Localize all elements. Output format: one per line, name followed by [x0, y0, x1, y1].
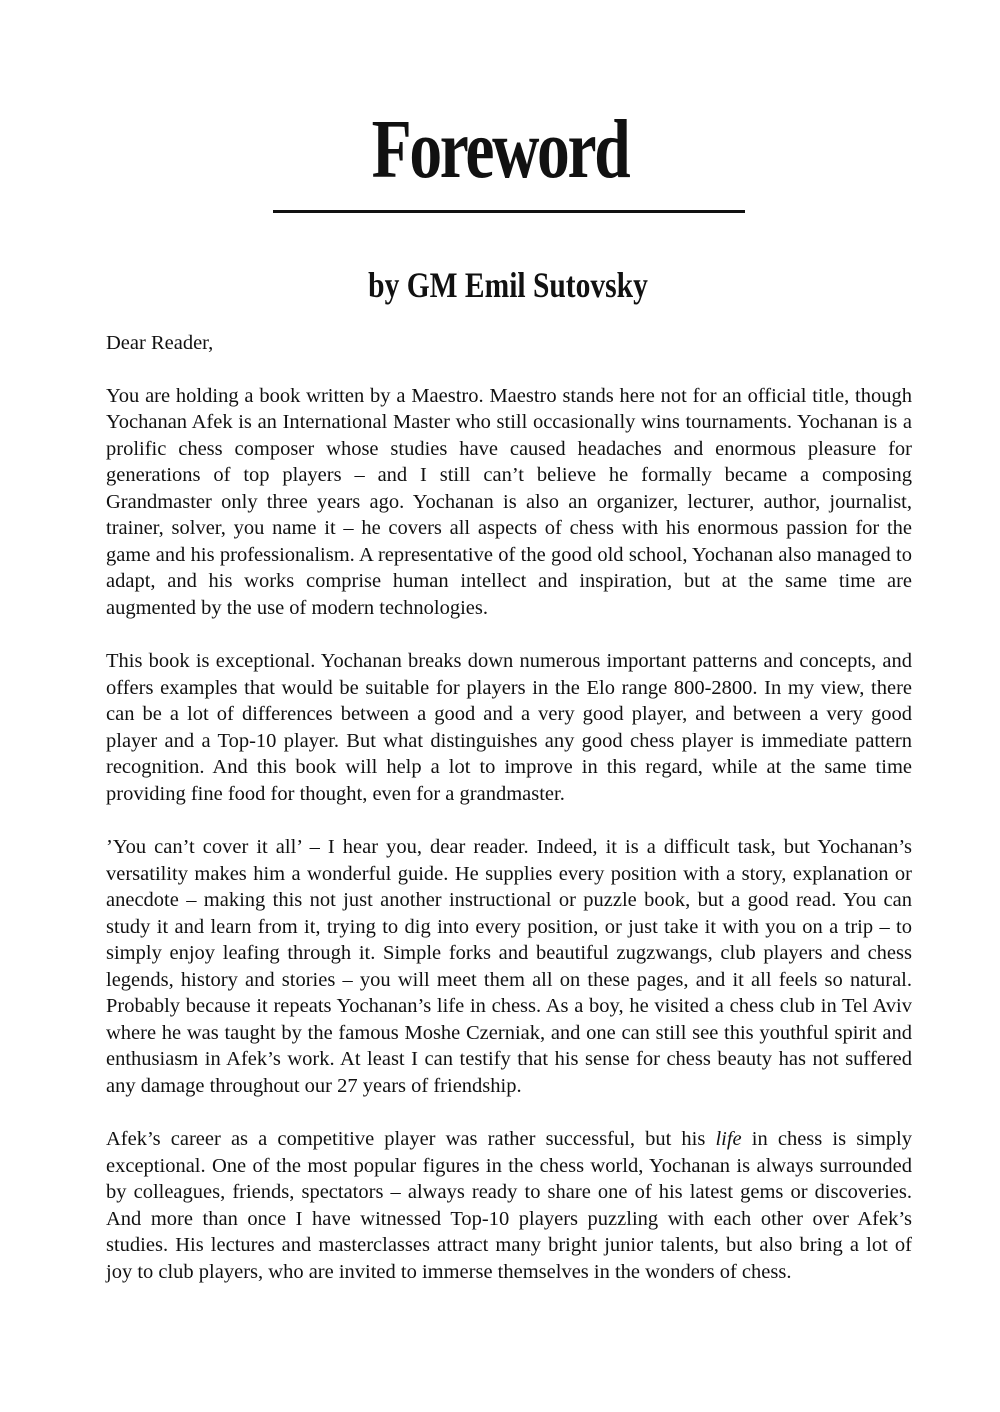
paragraph-4-emphasis: life: [715, 1128, 742, 1150]
author-byline: by GM Emil Sutovsky: [368, 265, 648, 305]
title-divider: [273, 210, 745, 213]
paragraph-4-end: in chess is simply exceptional. One of the most popular figures in the chess world, Yochanan is always surrounded by colleagues, friends, spectators – always ready to share one of his latest gems or discoveries. And more than once I have witnessed Top-10 players puzzling with each other over Afek’s studies. His lectures and masterclasses attract many bright junior talents, but also bring a lot of joy to club players, who are invited to immerse themselves in the wonders of chess.: [106, 1128, 913, 1283]
paragraph-4-start: Afek’s career as a competitive player was rather successful, but his: [106, 1128, 716, 1150]
salutation: Dear Reader,: [106, 332, 214, 354]
paragraph-4: [106, 1126, 912, 1285]
paragraph-1: You are holding a book written by a Maestro. Maestro stands here not for an official title, though Yochanan Afek is an International Master who still occasionally wins tournaments. Yochanan is a prolific chess composer whose studies have caused headaches and enormous pleasure for generations of top players – and I still can’t believe he formally became a composing Grandmaster only three years ago. Yochanan is also an organizer, lecturer, author, journalist, trainer, solver, you name it – he covers all aspects of chess with his enormous passion for the game and his professionalism. A representative of the good old school, Yochanan also managed to adapt, and his works comprise human intellect and inspiration, but at the same time are augmented by the use of modern technologies.: [106, 384, 912, 619]
paragraph-3: ’You can’t cover it all’ – I hear you, dear reader. Indeed, it is a difficult task, but Yochanan’s versatility makes him a wonderful guide. He supplies every position with a story, explanation or anecdote – making this not just another instructional or puzzle book, but a good read. You can study it and learn from it, trying to dig into every position, or just take it with you on a trip – to simply enjoy leafing through it. Simple forks and beautiful zugzwangs, club players and chess legends, history and stories – you will meet them all on these pages, and it all feels so natural. Probably because it repeats Yochanan’s life in chess. As a boy, he visited a chess club in Tel Aviv where he was taught by the famous Moshe Czerniak, and one can still see this youthful spirit and enthusiasm in Afek’s work. At least I can testify that his sense for chess beauty has not suffered any damage throughout our 27 years of friendship.: [106, 836, 912, 1097]
paragraph-2: This book is exceptional. Yochanan breaks down numerous important patterns and concepts, and offers examples that would be suitable for players in the Elo range 800-2800. In my view, there can be a lot of differences between a good and a very good player, and between a very good player and a Top-10 player. But what distinguishes any good chess player is immediate pattern recognition. And this book will help a lot to improve in this regard, while at the same time providing fine food for thought, even for a grandmaster.: [106, 650, 912, 805]
page-title: Foreword: [371, 103, 629, 196]
foreword-body: [106, 330, 912, 1312]
